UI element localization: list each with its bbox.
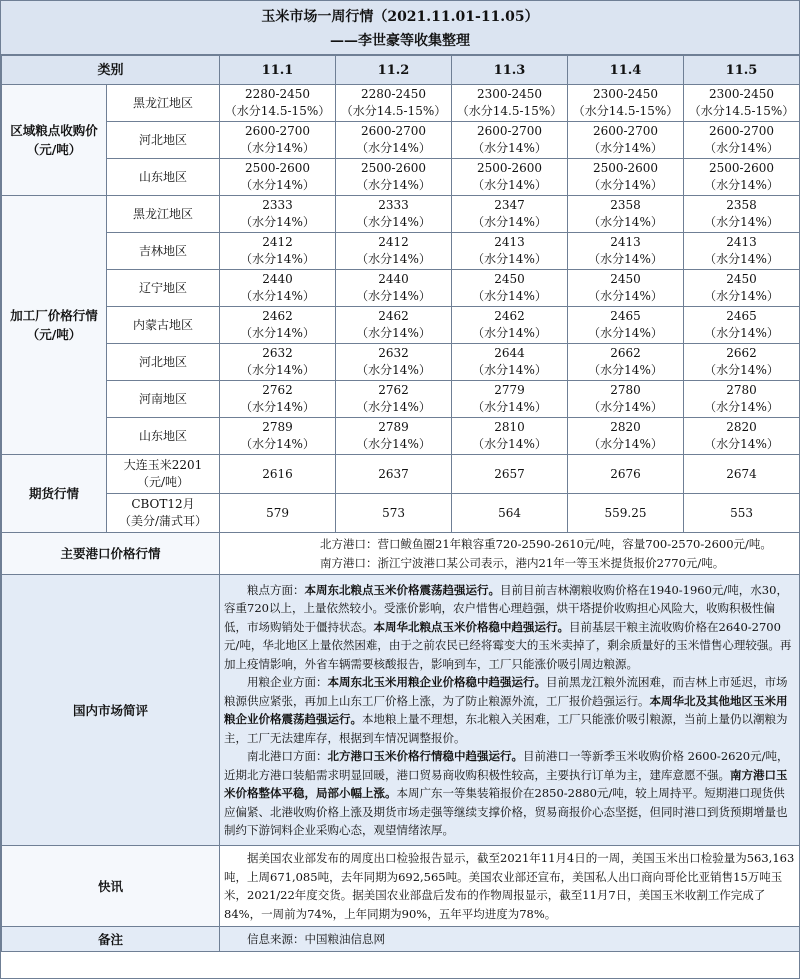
price-cell (684, 381, 800, 418)
price-cell (336, 307, 452, 344)
price-value: 2500-2600 (708, 161, 775, 175)
review-paragraph: 粮点方面：本周东北粮点玉米价格震荡趋强运行。目前目前吉林潮粮收购价格在1940-1960元/吨，水30，容重720以上，上量依然较小。受涨价影响，农户惜售心理趋强，烘干塔提价收购担心风险大，收购积极性偏低，市场购销处于僵持状态。本周华北粮点玉米价格稳中趋强运行。目前基层干粮主流收购价格在2640-2700元/吨，华北地区上量依然困难，由于之前农民已经将霉变大的玉米卖掉了，剩余质量好的玉米惜售心理较强。再加上疫情影响，外省车辆需要核酸报告，影响到车，工厂只能涨价吸引周边粮源。 (224, 582, 792, 671)
price-value: 2333 (262, 198, 293, 212)
price-cell (220, 270, 336, 307)
price-value: 2465 (726, 309, 757, 323)
price-cell (684, 85, 800, 122)
price-value: 2358 (726, 198, 757, 212)
price-cell (568, 122, 684, 159)
price-cell (684, 159, 800, 196)
report-title: 玉米市场一周行情（2021.11.01-11.05） (261, 9, 539, 25)
price-value: 2413 (610, 235, 641, 249)
moisture-note: （水分14%） (588, 400, 663, 414)
moisture-note: （水分14%） (588, 437, 663, 451)
review-row (2, 575, 800, 846)
price-cell (568, 270, 684, 307)
news-text: 据美国农业部发布的周度出口检验报告显示，截至2021年11月4日的一周，美国玉米出口检验量为563,163吨，上周671,085吨，去年同期为692,565吨。美国农业部还宣布，美国私人出口商向哥伦比亚销售15万吨玉米，2021/22年度交货。据美国农业部盘后发布的作物周报显示，截至11月7日，美国玉米收割工作完成了84%，一周前为74%，上年同期为90%，五年平均进度为78%。 (220, 846, 800, 927)
futures-name: 大连玉米2201 （元/吨） (107, 455, 220, 494)
price-value: 2440 (262, 272, 293, 286)
moisture-note: （水分14%） (356, 363, 431, 377)
region-cell: 辽宁地区 (107, 270, 220, 307)
regional-section (2, 85, 800, 196)
price-cell (684, 196, 800, 233)
price-cell (336, 196, 452, 233)
moisture-note: （水分14%） (240, 326, 315, 340)
price-cell (568, 159, 684, 196)
price-cell (568, 233, 684, 270)
moisture-note: （水分14%） (704, 178, 779, 192)
price-value: 2789 (262, 420, 293, 434)
price-value: 2280-2450 (244, 87, 311, 101)
price-cell (336, 381, 452, 418)
price-cell (336, 159, 452, 196)
price-cell (220, 381, 336, 418)
price-cell (568, 381, 684, 418)
futures-value: 553 (684, 494, 800, 533)
moisture-note: （水分14%） (704, 400, 779, 414)
price-value: 2762 (262, 383, 293, 397)
price-value: 2600-2700 (244, 124, 311, 138)
price-value: 2662 (610, 346, 641, 360)
moisture-note: （水分14.5-15%） (688, 104, 795, 118)
price-cell (452, 344, 568, 381)
table-row (2, 196, 800, 233)
price-value: 2450 (726, 272, 757, 286)
moisture-note: （水分14%） (704, 363, 779, 377)
moisture-note: （水分14%） (356, 215, 431, 229)
price-value: 2600-2700 (592, 124, 659, 138)
futures-value: 559.25 (568, 494, 684, 533)
moisture-note: （水分14%） (240, 400, 315, 414)
moisture-note: （水分14%） (240, 252, 315, 266)
moisture-note: （水分14%） (704, 326, 779, 340)
price-value: 2500-2600 (360, 161, 427, 175)
price-cell (684, 270, 800, 307)
factory-section (2, 196, 800, 455)
moisture-note: （水分14.5-15%） (456, 104, 563, 118)
table-row (2, 307, 800, 344)
moisture-note: （水分14%） (704, 437, 779, 451)
moisture-note: （水分14%） (472, 141, 547, 155)
price-cell (220, 196, 336, 233)
region-cell: 河北地区 (107, 122, 220, 159)
moisture-note: （水分14%） (472, 363, 547, 377)
price-value: 2413 (494, 235, 525, 249)
moisture-note: （水分14%） (588, 141, 663, 155)
price-value: 2413 (726, 235, 757, 249)
price-value: 2412 (378, 235, 409, 249)
futures-value: 2616 (220, 455, 336, 494)
price-value: 2500-2600 (244, 161, 311, 175)
table-row (2, 455, 800, 494)
price-value: 2347 (494, 198, 525, 212)
price-value: 2600-2700 (360, 124, 427, 138)
header-date: 11.2 (336, 56, 452, 85)
price-cell (220, 233, 336, 270)
moisture-note: （水分14%） (240, 437, 315, 451)
price-value: 2820 (726, 420, 757, 434)
price-value: 2810 (494, 420, 525, 434)
table-row (2, 270, 800, 307)
futures-name: CBOT12月 （美分/蒲式耳） (107, 494, 220, 533)
price-value: 2779 (494, 383, 525, 397)
remark-text: 信息来源：中国粮油信息网 (220, 927, 800, 952)
price-cell (336, 270, 452, 307)
price-cell (336, 344, 452, 381)
price-value: 2440 (378, 272, 409, 286)
table-row (2, 494, 800, 533)
price-value: 2462 (378, 309, 409, 323)
moisture-note: （水分14%） (588, 215, 663, 229)
moisture-note: （水分14%） (240, 289, 315, 303)
section-label: 加工厂价格行情（元/吨） (2, 196, 107, 455)
moisture-note: （水分14%） (704, 141, 779, 155)
section-label: 期货行情 (2, 455, 107, 533)
moisture-note: （水分14.5-15%） (572, 104, 679, 118)
price-value: 2358 (610, 198, 641, 212)
moisture-note: （水分14%） (240, 141, 315, 155)
moisture-note: （水分14%） (356, 400, 431, 414)
price-cell (452, 270, 568, 307)
table-row (2, 122, 800, 159)
ports-north: 北方港口：营口鲅鱼圈21年粮容重720-2590-2610元/吨，容量700-2570-2600元/吨。 (320, 537, 772, 551)
futures-value: 2657 (452, 455, 568, 494)
table-row (2, 418, 800, 455)
moisture-note: （水分14%） (588, 289, 663, 303)
price-value: 2300-2450 (708, 87, 775, 101)
price-value: 2462 (494, 309, 525, 323)
moisture-note: （水分14%） (356, 141, 431, 155)
price-value: 2280-2450 (360, 87, 427, 101)
price-value: 2780 (726, 383, 757, 397)
price-value: 2632 (378, 346, 409, 360)
title-box (1, 1, 799, 55)
moisture-note: （水分14%） (588, 326, 663, 340)
moisture-note: （水分14%） (240, 363, 315, 377)
price-value: 2450 (610, 272, 641, 286)
price-value: 2600-2700 (708, 124, 775, 138)
price-value: 2662 (726, 346, 757, 360)
price-table (1, 55, 800, 952)
price-cell (220, 344, 336, 381)
header-date: 11.5 (684, 56, 800, 85)
price-cell (452, 122, 568, 159)
moisture-note: （水分14%） (472, 400, 547, 414)
moisture-note: （水分14%） (704, 215, 779, 229)
region-cell: 吉林地区 (107, 233, 220, 270)
price-value: 2820 (610, 420, 641, 434)
futures-value: 2674 (684, 455, 800, 494)
moisture-note: （水分14%） (588, 178, 663, 192)
futures-value: 579 (220, 494, 336, 533)
moisture-note: （水分14%） (356, 326, 431, 340)
review-paragraph: 南北港口方面：北方港口玉米价格行情稳中趋强运行。目前港口一等新季玉米收购价格 2600-2620元/吨，近期北方港口装船需求明显回暖，港口贸易商收购积极性较高，主要执行订单为主，建库意愿不强。南方港口玉米价格整体平稳，局部小幅上涨。本周广东一等集装箱报价在2850-2880元/吨，较上周持平。短期港口现货供应偏紧、北港收购价格上涨及期货市场走强等继续支撑价格，贸易商报价心态坚挺，但同时港口到货预期增量也制约下游饲料企业采购心态，观望情绪浓厚。 (224, 749, 789, 837)
price-cell (684, 344, 800, 381)
region-cell: 黑龙江地区 (107, 85, 220, 122)
region-cell: 河北地区 (107, 344, 220, 381)
table-row (2, 344, 800, 381)
price-value: 2300-2450 (476, 87, 543, 101)
price-cell (684, 418, 800, 455)
price-cell (336, 233, 452, 270)
price-cell (452, 196, 568, 233)
price-cell (452, 233, 568, 270)
moisture-note: （水分14%） (472, 178, 547, 192)
moisture-note: （水分14%） (356, 252, 431, 266)
futures-value: 2676 (568, 455, 684, 494)
price-value: 2450 (494, 272, 525, 286)
futures-value: 2637 (336, 455, 452, 494)
price-value: 2500-2600 (476, 161, 543, 175)
review-paragraph: 用粮企业方面：本周东北玉米用粮企业价格稳中趋强运行。目前黑龙江粮外流困难，而吉林上市延迟，市场粮源供应紧张，再加上山东工厂价格上涨，为了防止粮源外流，工厂报价趋强运行。本周华北及其他地区玉米用粮企业价格震荡趋强运行。本地粮上量不理想，东北粮入关困难，工厂只能涨价吸引粮源，当前上量仍以潮粮为主，工厂无法建库存，根据到车情况调整报价。 (224, 675, 788, 745)
price-value: 2412 (262, 235, 293, 249)
moisture-note: （水分14%） (704, 252, 779, 266)
region-cell: 河南地区 (107, 381, 220, 418)
price-cell (220, 122, 336, 159)
table-row (2, 381, 800, 418)
moisture-note: （水分14%） (704, 289, 779, 303)
price-cell (684, 233, 800, 270)
ports-text (220, 533, 800, 575)
price-cell (452, 307, 568, 344)
futures-value: 573 (336, 494, 452, 533)
price-cell (452, 418, 568, 455)
region-cell: 山东地区 (107, 418, 220, 455)
price-cell (684, 122, 800, 159)
moisture-note: （水分14%） (472, 437, 547, 451)
review-text (220, 575, 800, 846)
table-row (2, 159, 800, 196)
price-cell (568, 196, 684, 233)
price-value: 2762 (378, 383, 409, 397)
moisture-note: （水分14%） (472, 215, 547, 229)
header-date: 11.3 (452, 56, 568, 85)
header-date: 11.1 (220, 56, 336, 85)
price-cell (220, 85, 336, 122)
moisture-note: （水分14%） (240, 178, 315, 192)
price-value: 2600-2700 (476, 124, 543, 138)
moisture-note: （水分14.5-15%） (224, 104, 331, 118)
section-label: 区域粮点收购价（元/吨） (2, 85, 107, 196)
moisture-note: （水分14%） (356, 178, 431, 192)
moisture-note: （水分14%） (472, 289, 547, 303)
ports-label: 主要港口价格行情 (2, 533, 220, 575)
price-cell (452, 85, 568, 122)
moisture-note: （水分14%） (356, 289, 431, 303)
moisture-note: （水分14%） (588, 252, 663, 266)
price-cell (568, 307, 684, 344)
region-cell: 黑龙江地区 (107, 196, 220, 233)
price-value: 2300-2450 (592, 87, 659, 101)
moisture-note: （水分14%） (472, 252, 547, 266)
price-value: 2333 (378, 198, 409, 212)
moisture-note: （水分14%） (472, 326, 547, 340)
price-cell (336, 122, 452, 159)
report-subtitle: ——李世豪等收集整理 (330, 33, 470, 49)
moisture-note: （水分14%） (240, 215, 315, 229)
price-value: 2632 (262, 346, 293, 360)
news-row (2, 846, 800, 927)
price-cell (568, 85, 684, 122)
ports-south: 南方港口：浙江宁波港口某公司表示，港内21年一等玉米提货报价2770元/吨。 (320, 555, 725, 570)
header-category: 类别 (2, 56, 220, 85)
price-cell (568, 344, 684, 381)
header-row (2, 56, 800, 85)
price-value: 2465 (610, 309, 641, 323)
news-label: 快讯 (2, 846, 220, 927)
price-cell (452, 381, 568, 418)
price-value: 2500-2600 (592, 161, 659, 175)
futures-value: 564 (452, 494, 568, 533)
futures-section (2, 455, 800, 533)
price-value: 2789 (378, 420, 409, 434)
price-value: 2780 (610, 383, 641, 397)
price-cell (336, 418, 452, 455)
table-row (2, 85, 800, 122)
price-cell (452, 159, 568, 196)
ports-row (2, 533, 800, 575)
header-date: 11.4 (568, 56, 684, 85)
price-value: 2462 (262, 309, 293, 323)
review-label: 国内市场简评 (2, 575, 220, 846)
remark-label: 备注 (2, 927, 220, 952)
price-cell (220, 418, 336, 455)
moisture-note: （水分14.5-15%） (340, 104, 447, 118)
moisture-note: （水分14%） (356, 437, 431, 451)
region-cell: 山东地区 (107, 159, 220, 196)
price-value: 2644 (494, 346, 525, 360)
price-cell (684, 307, 800, 344)
price-cell (220, 307, 336, 344)
remark-row (2, 927, 800, 952)
price-cell (220, 159, 336, 196)
region-cell: 内蒙古地区 (107, 307, 220, 344)
price-cell (336, 85, 452, 122)
price-cell (568, 418, 684, 455)
moisture-note: （水分14%） (588, 363, 663, 377)
table-row (2, 233, 800, 270)
